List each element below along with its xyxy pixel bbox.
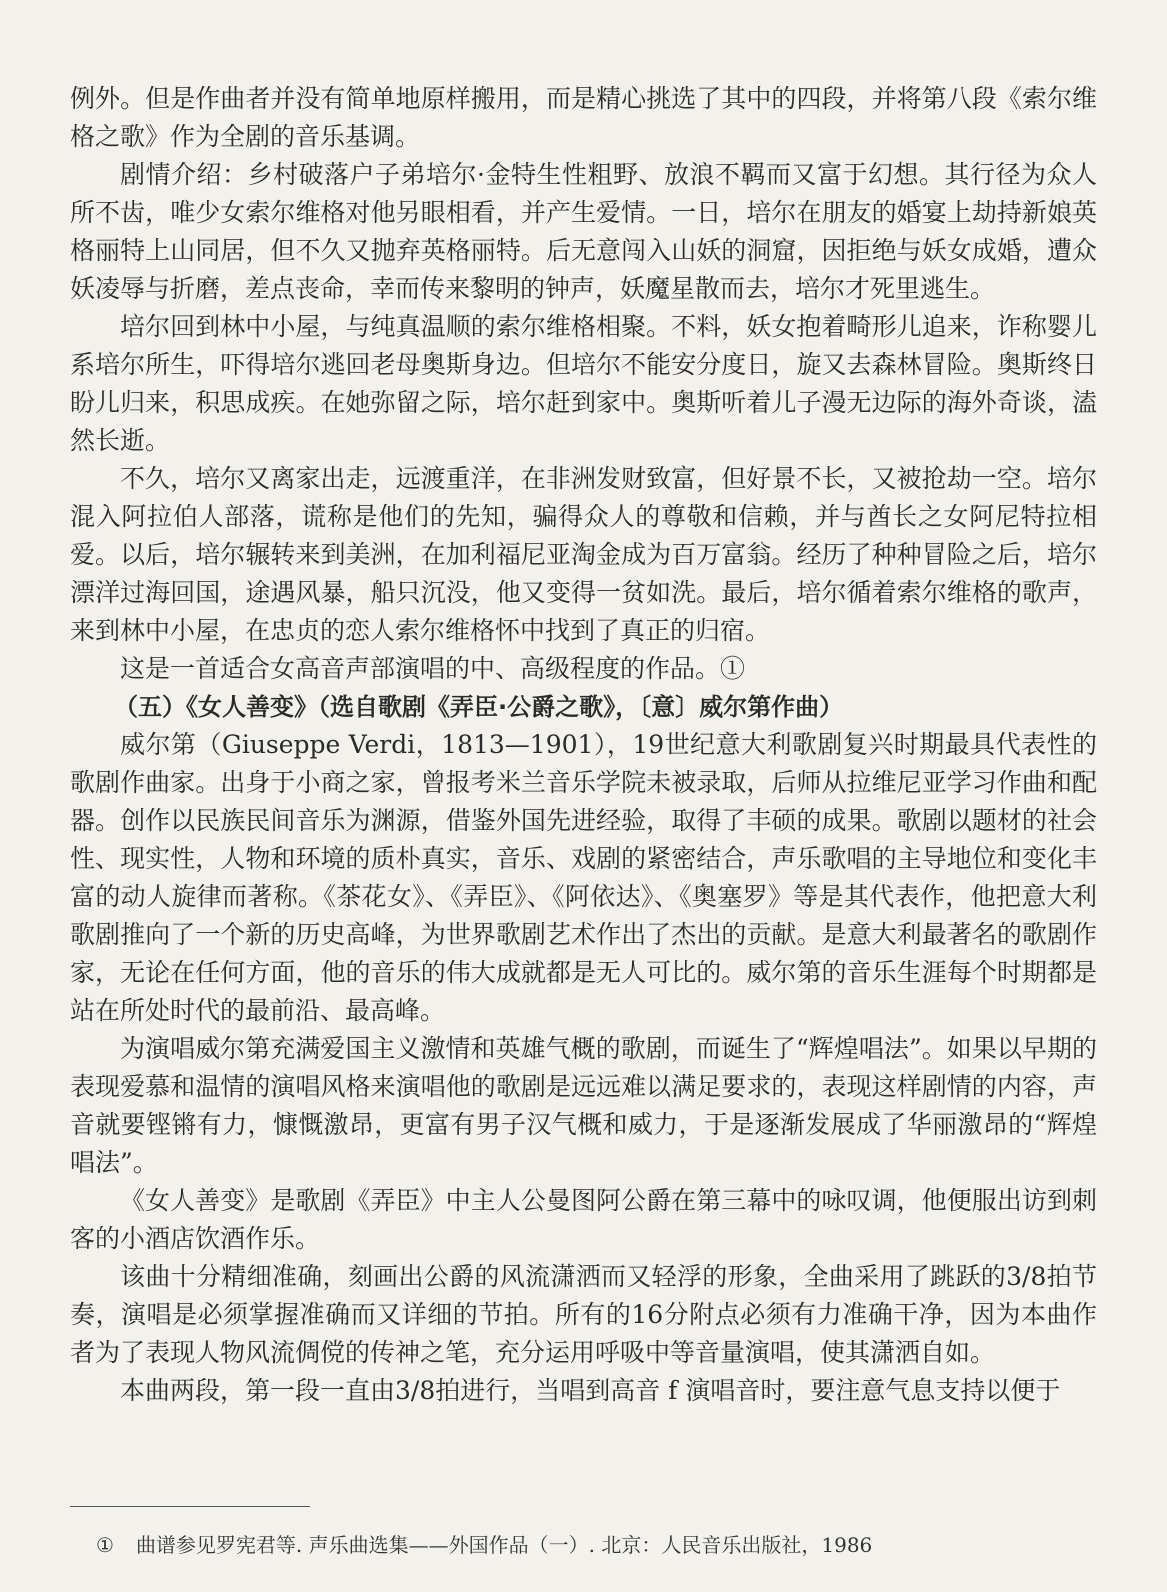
- paragraph-verdi-bio: 威尔第（Giuseppe Verdi，1813—1901），19世纪意大利歌剧复兴时期最具代表性的歌剧作曲家。出身于小商之家，曾报考米兰音乐学院未被录取，后师从拉维尼亚学习作曲和配器。创作以民族民间音乐为渊源，借鉴外国先进经验，取得了丰硕的成果。歌剧以题材的社会性、现实性，人物和环境的质朴真实，音乐、戏剧的紧密结合，声乐歌唱的主导地位和变化丰富的动人旋律而著称。《茶花女》、《弄臣》、《阿依达》、《奥塞罗》等是其代表作，他把意大利歌剧推向了一个新的历史高峰，为世界歌剧艺术作出了杰出的贡献。是意大利最著名的歌剧作家，无论在任何方面，他的音乐的伟大成就都是无人可比的。威尔第的音乐生涯每个时期都是站在所处时代的最前沿、最高峰。: [70, 730, 1097, 1025]
- footnote-text: 曲谱参见罗宪君等. 声乐曲选集——外国作品（一）. 北京：人民音乐出版社，1986: [135, 1533, 873, 1557]
- paragraph-aria-structure: 本曲两段，第一段一直由3/8拍进行，当唱到高音 f 演唱音时，要注意气息支持以便于: [120, 1376, 1061, 1405]
- paragraph-intro-continued: 例外。但是作曲者并没有简单地原样搬用，而是精心挑选了其中的四段，并将第八段《索尔维格之歌》作为全剧的音乐基调。: [70, 84, 1097, 151]
- section-heading: （五）《女人善变》（选自歌剧《弄臣·公爵之歌》，〔意〕威尔第作曲）: [114, 693, 844, 721]
- footnote-divider: [70, 1506, 310, 1507]
- paragraph-suitability: 这是一首适合女高音声部演唱的中、高级程度的作品。①: [120, 654, 746, 683]
- footnote: [96, 1532, 872, 1558]
- paragraph-plot-return: 培尔回到林中小屋，与纯真温顺的索尔维格相聚。不料，妖女抱着畸形儿追来，诈称婴儿系培尔所生，吓得培尔逃回老母奥斯身边。但培尔不能安分度日，旋又去森林冒险。奥斯终日盼儿归来，积思成疾。在她弥留之际，培尔赶到家中。奥斯听着儿子漫无边际的海外奇谈，溘然长逝。: [70, 312, 1097, 455]
- paragraph-plot-summary: 剧情介绍：乡村破落户子弟培尔·金特生性粗野、放浪不羁而又富于幻想。其行径为众人所不齿，唯少女索尔维格对他另眼相看，并产生爱情。一日，培尔在朋友的婚宴上劫持新娘英格丽特上山同居，但不久又抛弃英格丽特。后无意闯入山妖的洞窟，因拒绝与妖女成婚，遭众妖凌辱与折磨，差点丧命，幸而传来黎明的钟声，妖魔星散而去，培尔才死里逃生。: [70, 160, 1097, 303]
- paragraph-plot-journey: 不久，培尔又离家出走，远渡重洋，在非洲发财致富，但好景不长，又被抢劫一空。培尔混入阿拉伯人部落，谎称是他们的先知，骗得众人的尊敬和信赖，并与酋长之女阿尼特拉相爱。以后，培尔辗转来到美洲，在加利福尼亚淘金成为百万富翁。经历了种种冒险之后，培尔漂洋过海回国，途遇风暴，船只沉没，他又变得一贫如洗。最后，培尔循着索尔维格的歌声，来到林中小屋，在忠贞的恋人索尔维格怀中找到了真正的归宿。: [70, 464, 1097, 645]
- paragraph-aria-context: 《女人善变》是歌剧《弄臣》中主人公曼图阿公爵在第三幕中的咏叹调，他便服出访到刺客的小酒店饮酒作乐。: [70, 1186, 1097, 1253]
- footnote-marker: ①: [96, 1533, 114, 1557]
- paragraph-aria-technique: 该曲十分精细准确，刻画出公爵的风流潇洒而又轻浮的形象，全曲采用了跳跃的3/8拍节奏，演唱是必须掌握准确而又详细的节拍。所有的16分附点必须有力准确干净，因为本曲作者为了表现人物风流倜傥的传神之笔，充分运用呼吸中等音量演唱，使其潇洒自如。: [70, 1262, 1097, 1367]
- paragraph-brilliant-singing: 为演唱威尔第充满爱国主义激情和英雄气概的歌剧，而诞生了“辉煌唱法”。如果以早期的表现爱慕和温情的演唱风格来演唱他的歌剧是远远难以满足要求的，表现这样剧情的内容，声音就要铿锵有力，慷慨激昂，更富有男子汉气概和威力，于是逐渐发展成了华丽激昂的“辉煌唱法”。: [70, 1034, 1097, 1177]
